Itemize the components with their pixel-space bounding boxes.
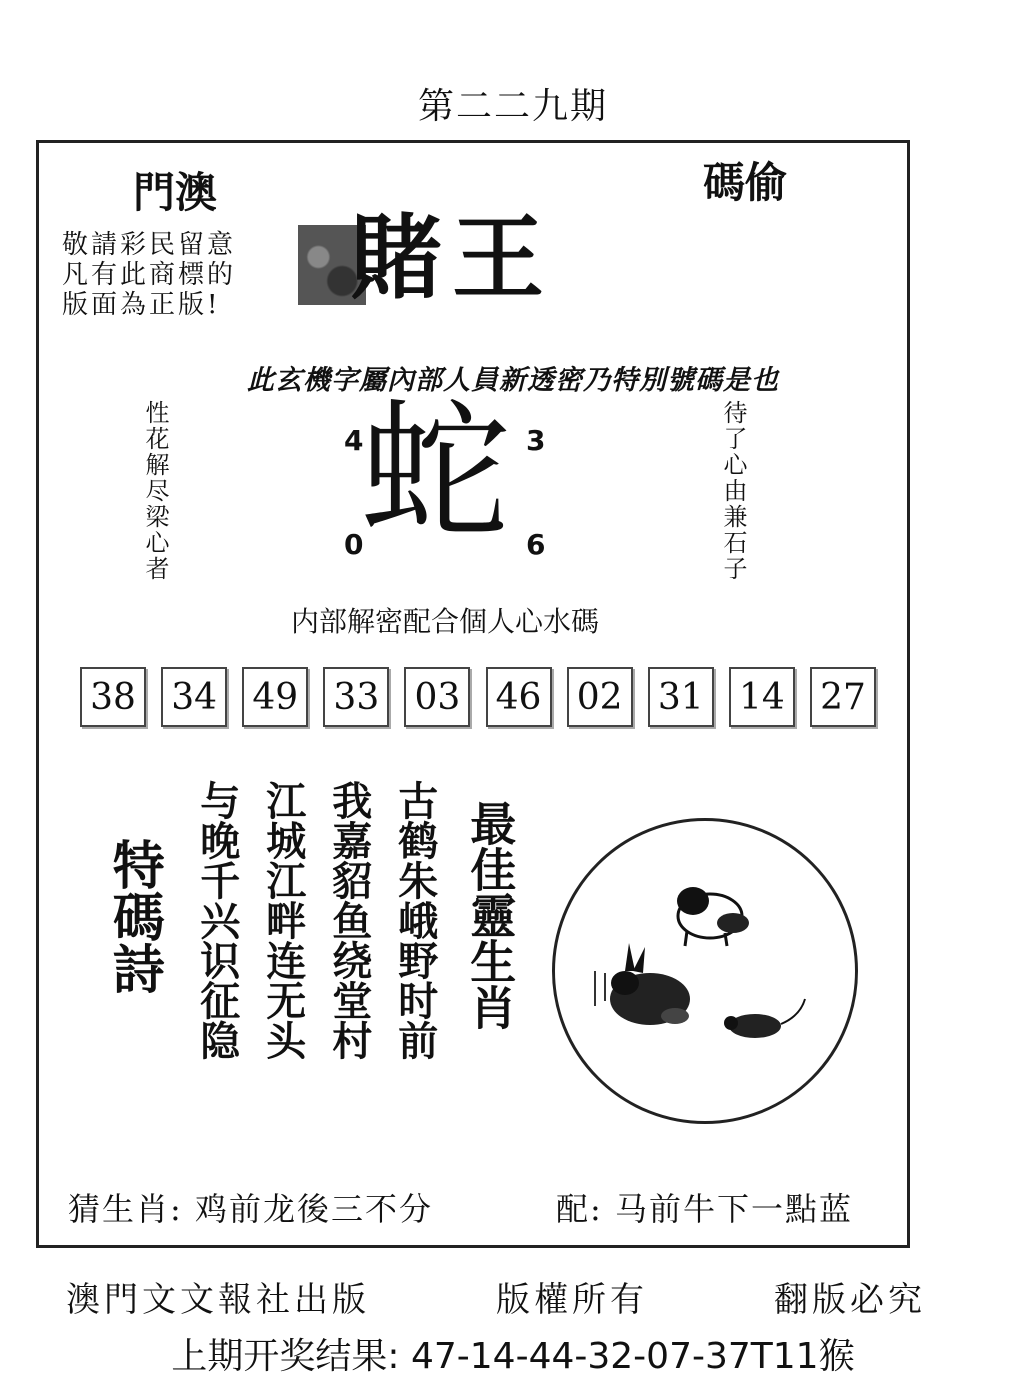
main-character: 蛇 xyxy=(360,386,511,560)
secret-line: 此玄機字屬內部人員新透密乃特別號碼是也 xyxy=(247,365,779,396)
poem-line: 我嘉貂鱼绕堂村 xyxy=(325,780,372,1060)
notice-line: 版面為正版! xyxy=(62,290,221,320)
number-box: 14 xyxy=(729,667,795,727)
number-box: 46 xyxy=(486,667,552,727)
rat-icon xyxy=(724,999,805,1038)
animals-icon xyxy=(555,821,855,1121)
corner-digit: 4 xyxy=(344,424,364,457)
number-box: 27 xyxy=(810,667,876,727)
notice-line: 敬請彩民留意 xyxy=(62,230,237,260)
guess-zodiac: 猜生肖: 鸡前龙後三不分 xyxy=(68,1190,433,1228)
corner-digit: 6 xyxy=(526,528,546,561)
number-box: 38 xyxy=(80,667,146,727)
number-box: 49 xyxy=(242,667,308,727)
number-box: 33 xyxy=(323,667,389,727)
number-box: 31 xyxy=(648,667,714,727)
copyright: 版權所有 xyxy=(496,1280,648,1320)
previous-result: 上期开奖结果: 47-14-44-32-07-37T11猴 xyxy=(171,1336,855,1377)
number-box: 02 xyxy=(567,667,633,727)
best-zodiac-heading: 最佳靈生肖 xyxy=(463,800,518,1030)
zodiac-illustration xyxy=(552,818,858,1124)
issue-number: 第二二九期 xyxy=(417,86,608,127)
pair-hint: 配: 马前牛下一點蓝 xyxy=(556,1190,853,1228)
poem-line: 古鹤朱峨野时前 xyxy=(391,780,438,1060)
dog-icon xyxy=(677,887,749,946)
footer xyxy=(66,1272,926,1321)
inner-caption: 内部解密配合個人心水碼 xyxy=(290,605,599,638)
publisher: 澳門文文報社出版 xyxy=(66,1280,370,1320)
page-title: 賭王 xyxy=(350,205,555,312)
notice xyxy=(62,230,282,320)
rabbit-icon xyxy=(610,943,690,1025)
number-box: 03 xyxy=(404,667,470,727)
left-heading: 澳門 xyxy=(127,170,218,272)
number-row xyxy=(80,667,876,727)
right-heading: 偷碼 xyxy=(697,160,788,280)
number-box: 34 xyxy=(161,667,227,727)
poem-line: 与晚千兴识征隐 xyxy=(193,780,240,1060)
corner-digit: 0 xyxy=(344,528,364,561)
notice-line: 凡有此商標的 xyxy=(62,260,237,290)
poem-line: 江城江畔连无头 xyxy=(259,780,306,1060)
right-hint-column: 待了心由兼石子 xyxy=(719,400,747,582)
piracy-notice: 翻版必究 xyxy=(774,1280,926,1320)
left-hint-column: 性花解尽梁心者 xyxy=(141,400,169,582)
corner-digit: 3 xyxy=(526,424,546,457)
poem-title: 特碼詩 xyxy=(103,838,165,994)
